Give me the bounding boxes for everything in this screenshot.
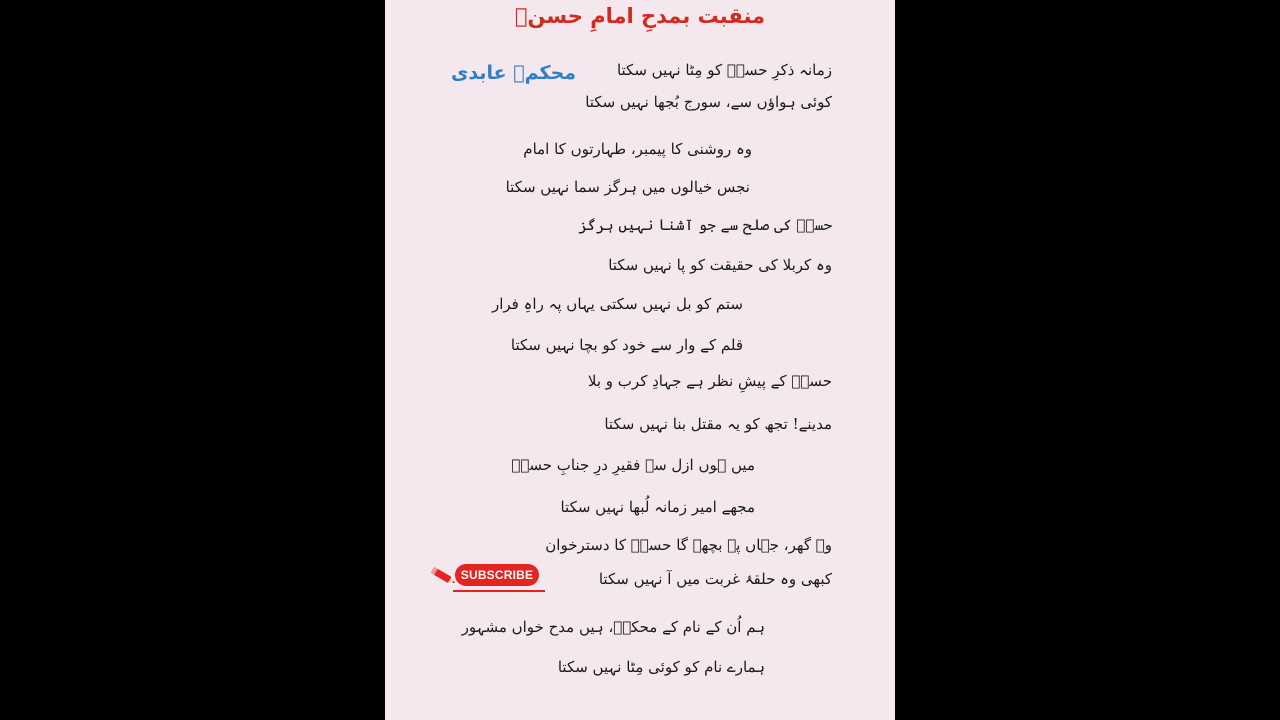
subscribe-label: SUBSCRIBE bbox=[455, 564, 539, 586]
verse-line: وہ کربلا کی حقیقت کو پا نہیں سکتا bbox=[608, 256, 832, 274]
verse-line: مدینے! تجھ کو یہ مقتل بنا نہیں سکتا bbox=[604, 415, 832, 433]
verse-line: ہم اُن کے نام کے محکمؔ، ہیں مدح خواں مشہور bbox=[461, 618, 765, 636]
verse-line: نجس خیالوں میں ہرگز سما نہیں سکتا bbox=[505, 178, 750, 196]
verse-line: زمانہ ذکرِ حسنؑ کو مِٹا نہیں سکتا bbox=[616, 61, 832, 79]
verse-line: کبھی وہ حلقۂ غربت میں آ نہیں سکتا bbox=[598, 570, 832, 588]
verse-line: کوئی ہواؤں سے، سورج بُجھا نہیں سکتا bbox=[585, 93, 832, 111]
verse-line: حسنؑ کی صلح سے جو آشنا نہیں ہرگز bbox=[578, 216, 832, 234]
verse-line: ہمارے نام کو کوئی مِٹا نہیں سکتا bbox=[557, 658, 765, 676]
poet-name: محکمؔ عابدی bbox=[451, 62, 577, 84]
verse-line: وہ روشنی کا پیمبر، طہارتوں کا امام bbox=[523, 140, 752, 158]
poem-title: منقبت بمدحِ امامِ حسنؑ bbox=[514, 4, 766, 28]
poem-page bbox=[385, 0, 895, 720]
subscribe-underline bbox=[453, 590, 545, 592]
subscribe-button[interactable] bbox=[423, 558, 548, 596]
verse-line: حسنؑ کے پیشِ نظر ہے جہادِ کرب و بلا bbox=[587, 372, 832, 390]
verse-line: مجھے امیر زمانہ لُبھا نہیں سکتا bbox=[560, 498, 755, 516]
verse-line: ستم کو بل نہیں سکتی یہاں پہ راہِ فرار bbox=[491, 295, 743, 313]
verse-line: وہ گھر، جہاں پہ بچھے گا حسنؑ کا دسترخوان bbox=[545, 536, 832, 554]
verse-line: میں ہوں ازل سے فقیرِ درِ جنابِ حسنؑ bbox=[511, 456, 755, 474]
verse-line: قلم کے وار سے خود کو بچا نہیں سکتا bbox=[510, 336, 743, 354]
